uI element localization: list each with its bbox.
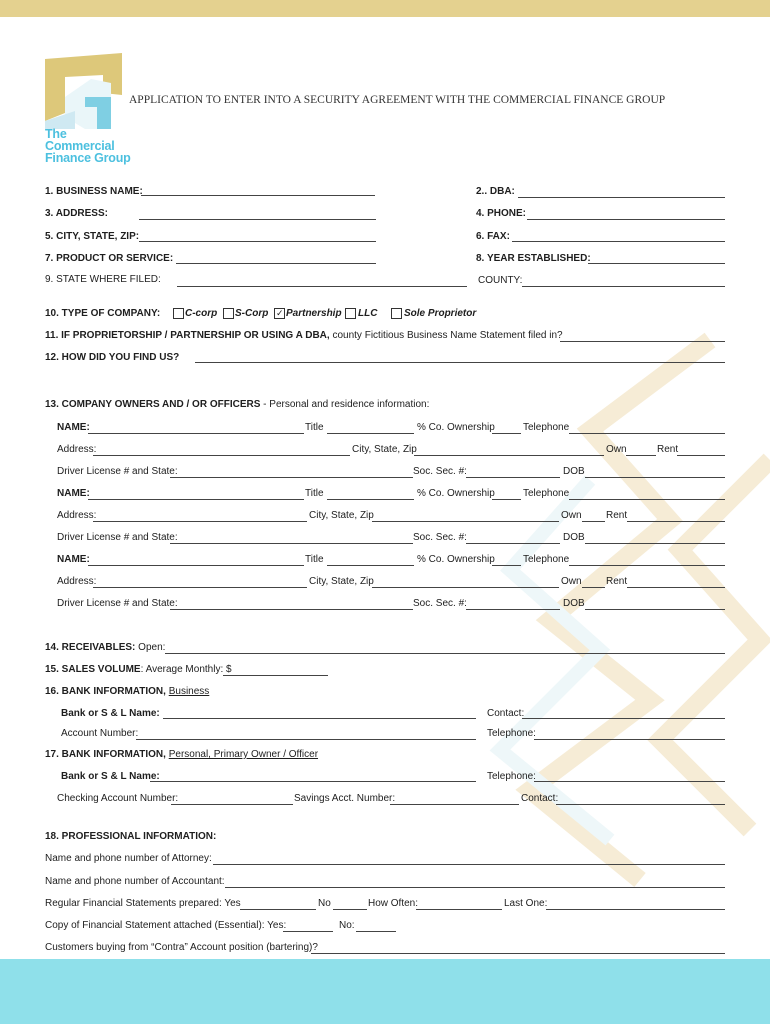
- owner2-telephone-field[interactable]: [569, 499, 725, 500]
- sole-proprietor-checkbox[interactable]: [391, 308, 402, 319]
- bank17-telephone-field[interactable]: [534, 781, 725, 782]
- bank-business-header: 16. BANK INFORMATION, Business: [45, 686, 210, 697]
- owner2-name-label: NAME:: [57, 488, 90, 499]
- dba-field[interactable]: [518, 197, 725, 198]
- owner2-title-label: Title: [305, 488, 324, 499]
- attorney-field[interactable]: [213, 864, 725, 865]
- owner2-rent-field[interactable]: [627, 521, 725, 522]
- bank16-telephone-label: Telephone:: [487, 728, 536, 739]
- receivables-field[interactable]: [165, 653, 725, 654]
- owner3-city-field[interactable]: [372, 587, 559, 588]
- owner2-ownership-field[interactable]: [492, 499, 521, 500]
- how-often-field[interactable]: [416, 909, 502, 910]
- owner1-telephone-label: Telephone: [523, 422, 570, 433]
- county-field[interactable]: [522, 286, 725, 287]
- owner2-dob-field[interactable]: [585, 543, 725, 544]
- owner3-title-label: Title: [305, 554, 324, 565]
- owner1-telephone-field[interactable]: [569, 433, 725, 434]
- owner1-dob-field[interactable]: [585, 477, 725, 478]
- owner2-address-field[interactable]: [93, 521, 307, 522]
- copy-statement-label: Copy of Financial Statement attached (Essential): Yes:: [45, 920, 287, 931]
- bank17-name-field[interactable]: [150, 781, 476, 782]
- city-state-zip-field[interactable]: [139, 241, 376, 242]
- owner2-city-field[interactable]: [372, 521, 559, 522]
- sales-volume-field[interactable]: [223, 675, 328, 676]
- s-corp-checkbox[interactable]: [223, 308, 234, 319]
- state-filed-label: 9. STATE WHERE FILED:: [45, 274, 161, 285]
- county-label: COUNTY:: [478, 275, 523, 286]
- owner2-rent-label: Rent: [606, 510, 628, 521]
- dba-label: 2.. DBA:: [476, 186, 515, 197]
- fictitious-name-county-field[interactable]: [560, 341, 725, 342]
- checking-account-field[interactable]: [171, 804, 293, 805]
- checking-account-label: Checking Account Number:: [57, 793, 179, 804]
- contra-account-label: Customers buying from “Contra” Account position (bartering)?: [45, 942, 318, 953]
- owner3-ownership-field[interactable]: [492, 565, 521, 566]
- bank16-contact-field[interactable]: [522, 718, 725, 719]
- contra-account-field[interactable]: [311, 953, 725, 954]
- year-established-label: 8. YEAR ESTABLISHED:: [476, 253, 591, 264]
- owner1-rent-label: Rent: [657, 444, 679, 455]
- owner3-name-label: NAME:: [57, 554, 90, 565]
- owner2-city-label: City, State, Zip: [309, 510, 374, 521]
- owner1-soc-label: Soc. Sec. #:: [413, 466, 467, 477]
- owners-section-header: 13. COMPANY OWNERS AND / OR OFFICERS - Personal and residence information:: [45, 399, 430, 410]
- owner3-soc-field[interactable]: [466, 609, 560, 610]
- bank16-account-field[interactable]: [136, 739, 476, 740]
- bank16-account-label: Account Number:: [61, 728, 139, 739]
- owner3-telephone-field[interactable]: [569, 565, 725, 566]
- state-filed-field[interactable]: [177, 286, 467, 287]
- owner1-address-label: Address:: [57, 444, 97, 455]
- owner2-telephone-label: Telephone: [523, 488, 570, 499]
- owner1-city-label: City, State, Zip: [352, 444, 417, 455]
- partnership-option-label: Partnership: [286, 308, 342, 319]
- owner3-dob-label: DOB: [563, 598, 585, 609]
- how-found-us-field[interactable]: [195, 362, 725, 363]
- bank16-contact-label: Contact:: [487, 708, 525, 719]
- accountant-label: Name and phone number of Accountant:: [45, 876, 225, 887]
- owner2-license-field[interactable]: [170, 543, 413, 544]
- bank16-name-label: Bank or S & L Name:: [61, 708, 160, 719]
- owner2-ownership-label: % Co. Ownership: [417, 488, 495, 499]
- page-title: APPLICATION TO ENTER INTO A SECURITY AGREEMENT WITH THE COMMERCIAL FINANCE GROUP: [129, 94, 666, 106]
- s-corp-option-label: S-Corp: [235, 308, 269, 319]
- regular-statements-yes-field[interactable]: [240, 909, 316, 910]
- last-one-field[interactable]: [546, 909, 725, 910]
- address-label: 3. ADDRESS:: [45, 208, 108, 219]
- sole-proprietor-option-label: Sole Proprietor: [404, 308, 477, 319]
- accountant-field[interactable]: [225, 887, 725, 888]
- logo-wordmark: The Commercial Finance Group: [45, 127, 131, 165]
- owner2-license-label: Driver License # and State:: [57, 532, 178, 543]
- bank17-contact-field[interactable]: [556, 804, 725, 805]
- owner3-address-field[interactable]: [93, 587, 307, 588]
- owner2-soc-label: Soc. Sec. #:: [413, 532, 467, 543]
- llc-checkbox[interactable]: [345, 308, 356, 319]
- owner1-address-field[interactable]: [93, 455, 350, 456]
- bank17-contact-label: Contact:: [521, 793, 559, 804]
- bank17-name-label: Bank or S & L Name:: [61, 771, 160, 782]
- owner2-dob-label: DOB: [563, 532, 585, 543]
- owner1-title-label: Title: [305, 422, 324, 433]
- owner3-name-field[interactable]: [88, 565, 304, 566]
- owner2-own-label: Own: [561, 510, 582, 521]
- c-corp-option-label: C-corp: [185, 308, 218, 319]
- last-one-label: Last One:: [504, 898, 548, 909]
- company-type-label: 10. TYPE OF COMPANY:: [45, 308, 161, 319]
- copy-statement-no-label: No:: [339, 920, 355, 931]
- business-name-label: 1. BUSINESS NAME:: [45, 186, 143, 197]
- owner3-license-field[interactable]: [170, 609, 413, 610]
- how-found-us-label: 12. HOW DID YOU FIND US?: [45, 352, 180, 363]
- owner3-soc-label: Soc. Sec. #:: [413, 598, 467, 609]
- c-corp-checkbox[interactable]: [173, 308, 184, 319]
- checkmark-icon: ✓: [276, 308, 284, 318]
- attorney-label: Name and phone number of Attorney:: [45, 853, 212, 864]
- owner1-license-label: Driver License # and State:: [57, 466, 178, 477]
- owner3-telephone-label: Telephone: [523, 554, 570, 565]
- regular-statements-no-field[interactable]: [333, 909, 367, 910]
- year-established-field[interactable]: [588, 263, 725, 264]
- bank16-telephone-field[interactable]: [534, 739, 725, 740]
- fax-field[interactable]: [512, 241, 725, 242]
- address-field[interactable]: [139, 219, 376, 220]
- owner1-rent-field[interactable]: [677, 455, 725, 456]
- owner2-name-field[interactable]: [88, 499, 304, 500]
- product-service-label: 7. PRODUCT OR SERVICE:: [45, 253, 174, 264]
- professional-header: 18. PROFESSIONAL INFORMATION:: [45, 831, 217, 842]
- owner2-title-field[interactable]: [327, 499, 414, 500]
- copy-statement-yes-field[interactable]: [283, 931, 333, 932]
- top-accent-bar: [0, 0, 770, 17]
- owner3-license-label: Driver License # and State:: [57, 598, 178, 609]
- regular-statements-no-label: No: [318, 898, 331, 909]
- bank-personal-header: 17. BANK INFORMATION, Personal, Primary Owner / Officer: [45, 749, 319, 760]
- owner2-address-label: Address:: [57, 510, 97, 521]
- owner1-own-label: Own: [606, 444, 627, 455]
- owner1-license-field[interactable]: [170, 477, 413, 478]
- owner3-ownership-label: % Co. Ownership: [417, 554, 495, 565]
- owner2-own-field[interactable]: [582, 521, 605, 522]
- owner1-title-field[interactable]: [327, 433, 414, 434]
- owner3-address-label: Address:: [57, 576, 97, 587]
- owner3-rent-label: Rent: [606, 576, 628, 587]
- phone-label: 4. PHONE:: [476, 208, 527, 219]
- bottom-accent-bar: [0, 959, 770, 1024]
- owner1-name-label: NAME:: [57, 422, 90, 433]
- owner3-own-field[interactable]: [582, 587, 605, 588]
- owner3-city-label: City, State, Zip: [309, 576, 374, 587]
- bank16-name-field[interactable]: [163, 718, 476, 719]
- phone-field[interactable]: [527, 219, 725, 220]
- sales-volume-label: 15. SALES VOLUME: Average Monthly: $: [45, 664, 232, 675]
- owner3-dob-field[interactable]: [585, 609, 725, 610]
- copy-statement-no-field[interactable]: [356, 931, 396, 932]
- owner1-ownership-label: % Co. Ownership: [417, 422, 495, 433]
- fax-label: 6. FAX:: [476, 231, 510, 242]
- regular-statements-label: Regular Financial Statements prepared: Yes: [45, 898, 241, 909]
- partnership-checkbox[interactable]: [274, 308, 285, 319]
- owner1-name-field[interactable]: [88, 433, 304, 434]
- bank17-telephone-label: Telephone:: [487, 771, 536, 782]
- owner1-dob-label: DOB: [563, 466, 585, 477]
- owner3-title-field[interactable]: [327, 565, 414, 566]
- business-name-field[interactable]: [141, 195, 375, 196]
- city-state-zip-label: 5. CITY, STATE, ZIP:: [45, 231, 140, 242]
- owner3-own-label: Own: [561, 576, 582, 587]
- how-often-label: How Often:: [368, 898, 419, 909]
- owner3-rent-field[interactable]: [627, 587, 725, 588]
- dba-question: 11. IF PROPRIETORSHIP / PARTNERSHIP OR USING A DBA, county Fictitious Business Name Statement filed in?: [45, 330, 563, 341]
- owner1-soc-field[interactable]: [466, 477, 560, 478]
- savings-account-field[interactable]: [390, 804, 519, 805]
- owner1-ownership-field[interactable]: [492, 433, 521, 434]
- receivables-label: 14. RECEIVABLES: Open:: [45, 642, 166, 653]
- savings-account-label: Savings Acct. Number:: [294, 793, 396, 804]
- product-service-field[interactable]: [176, 263, 376, 264]
- owner1-own-field[interactable]: [626, 455, 656, 456]
- llc-option-label: LLC: [358, 308, 378, 319]
- owner1-city-field[interactable]: [414, 455, 604, 456]
- owner2-soc-field[interactable]: [466, 543, 560, 544]
